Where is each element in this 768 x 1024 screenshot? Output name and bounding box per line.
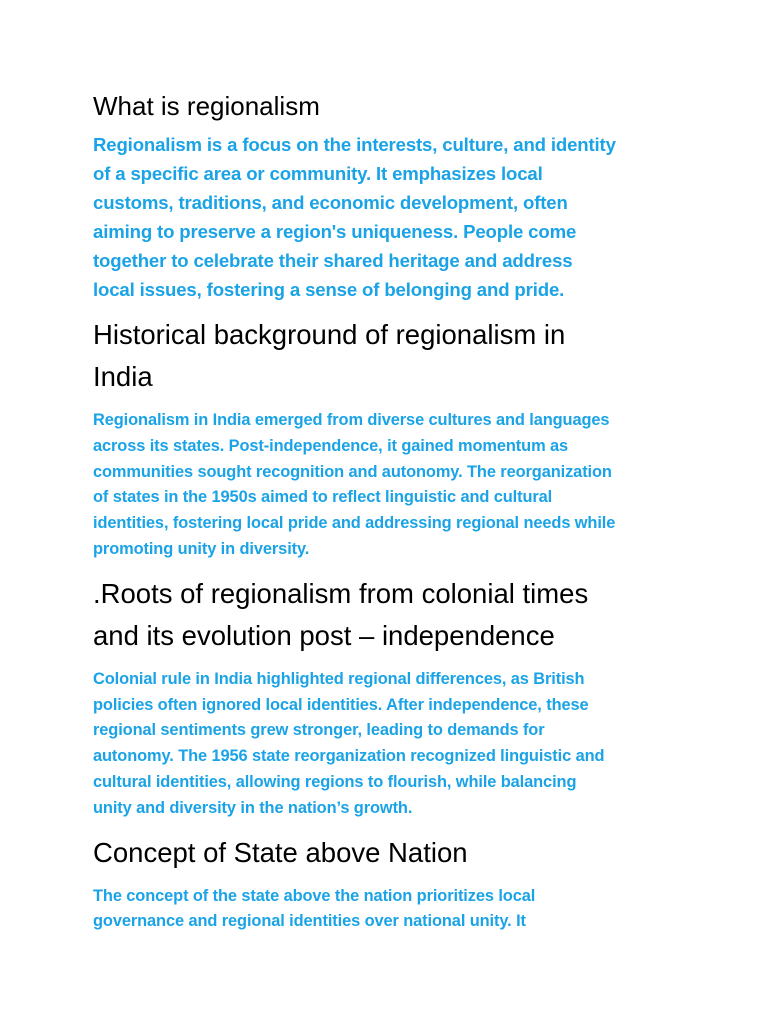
section-what-is-regionalism — [93, 88, 677, 304]
section-historical-background — [93, 314, 677, 563]
heading-line: and its evolution post – independence — [93, 619, 555, 651]
paragraph-line: identities, fostering local pride and addressing regional needs while — [93, 514, 616, 533]
section-colonial-roots — [93, 573, 677, 822]
section-heading — [93, 573, 677, 657]
paragraph-line: Regionalism in India emerged from diverse cultures and languages — [93, 411, 610, 429]
heading-line: .Roots of regionalism from colonial times — [93, 577, 589, 609]
document-page — [93, 88, 677, 935]
paragraph-line: customs, traditions, and economic development, often — [93, 192, 568, 213]
paragraph-line: communities sought recognition and autonomy. The reorganization — [93, 462, 612, 481]
paragraph-line: governance and regional identities over national unity. It — [93, 912, 526, 931]
paragraph-line: promoting unity in diversity. — [93, 539, 310, 558]
paragraph-line: aiming to preserve a region's uniqueness. People come — [93, 221, 577, 242]
paragraph-line: policies often ignored local identities. After independence, these — [93, 695, 589, 714]
paragraph-line: together to celebrate their shared heritage and address — [93, 250, 573, 271]
paragraph-line: of a specific area or community. It emphasizes local — [93, 163, 543, 184]
paragraph-line: local issues, fostering a sense of belonging and pride. — [93, 279, 565, 300]
paragraph-line: of states in the 1950s aimed to reflect linguistic and cultural — [93, 488, 553, 507]
paragraph-line: regional sentiments grew stronger, leading to demands for — [93, 721, 545, 740]
paragraph-line: cultural identities, allowing regions to flourish, while balancing — [93, 772, 577, 791]
section-state-above-nation — [93, 832, 677, 936]
paragraph-line: across its states. Post-independence, it gained momentum as — [93, 436, 569, 455]
section-heading — [93, 314, 677, 398]
paragraph-line: autonomy. The 1956 state reorganization recognized linguistic and — [93, 747, 605, 766]
paragraph-line: Regionalism is a focus on the interests, culture, and identity — [93, 134, 616, 155]
section-paragraph — [93, 130, 677, 304]
section-paragraph — [93, 884, 677, 936]
section-paragraph — [93, 408, 677, 563]
heading-line: Historical background of regionalism in — [93, 319, 566, 350]
paragraph-line: Colonial rule in India highlighted regional differences, as British — [93, 669, 585, 688]
heading-line: India — [93, 361, 153, 392]
paragraph-line: The concept of the state above the nation prioritizes local — [93, 886, 536, 905]
section-heading: Concept of State above Nation — [93, 836, 468, 868]
section-heading: What is regionalism — [93, 91, 320, 121]
paragraph-line: unity and diversity in the nation’s growth. — [93, 798, 413, 817]
section-paragraph — [93, 667, 677, 822]
